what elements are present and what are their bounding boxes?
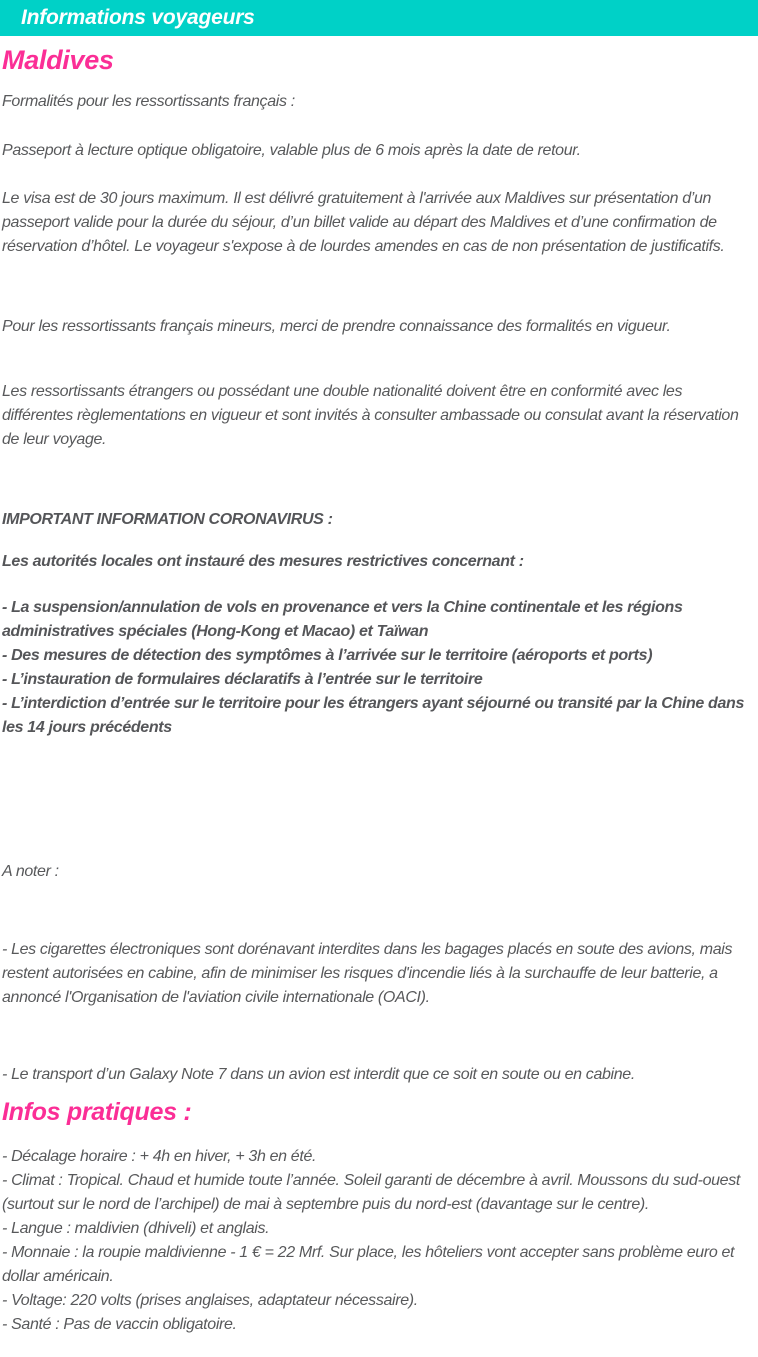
paragraph-mesure-formulaires: - L’instauration de formulaires déclaratifs à l’entrée sur le territoire — [2, 671, 483, 688]
paragraph-mesure-interdiction: - L’interdiction d’entrée sur le territoire pour les étrangers ayant séjourné ou transité par la Chine dans les 14 jours précédents — [2, 695, 744, 736]
paragraph-cigarettes-electroniques: - Les cigarettes électroniques sont dorénavant interdites dans les bagages placés en soute des avions, mais restent autorisées en cabine, afin de minimiser les risques d'incendie liés à la surchauffe de leur batterie, a annoncé l'Organisation de l'aviation civile internationale (OACI). — [2, 941, 733, 1006]
paragraph-monnaie: - Monnaie : la roupie maldivienne - 1 € = 22 Mrf. Sur place, les hôteliers vont accepter sans problème euro et dollar américain. — [2, 1244, 735, 1285]
page-title: Maldives — [2, 45, 114, 75]
paragraph-formalites-intro: Formalités pour les ressortissants français : — [2, 93, 295, 110]
paragraph-mesures-intro: Les autorités locales ont instauré des mesures restrictives concernant : — [2, 553, 524, 570]
paragraph-coronavirus-title: IMPORTANT INFORMATION CORONAVIRUS : — [2, 511, 333, 528]
subsection-title-infos-pratiques: Infos pratiques : — [2, 1098, 192, 1126]
paragraph-climat: - Climat : Tropical. Chaud et humide toute l’année. Soleil garanti de décembre à avril. Moussons du sud-ouest (surtout sur le nord de l’archipel) de mai à septembre puis du nord-est (davantage sur le centre). — [2, 1172, 740, 1213]
traveler-info-content — [0, 44, 758, 1357]
section-header-bar — [0, 0, 758, 36]
paragraph-a-noter: A noter : — [2, 863, 59, 880]
paragraph-passeport: Passeport à lecture optique obligatoire, valable plus de 6 mois après la date de retour. — [2, 142, 581, 159]
paragraph-mesure-detection: - Des mesures de détection des symptômes à l’arrivée sur le territoire (aéroports et ports) — [2, 647, 653, 664]
paragraph-langue: - Langue : maldivien (dhiveli) et anglais. — [2, 1220, 270, 1237]
paragraph-mesure-suspension-vols: - La suspension/annulation de vols en provenance et vers la Chine continentale et les régions administratives spéciales (Hong-Kong et Macao) et Taïwan — [2, 599, 683, 640]
paragraph-sante: - Santé : Pas de vaccin obligatoire. — [2, 1316, 237, 1333]
paragraph-mineurs: Pour les ressortissants français mineurs, merci de prendre connaissance des formalités en vigueur. — [2, 318, 671, 335]
paragraph-decalage-horaire: - Décalage horaire : + 4h en hiver, + 3h en été. — [2, 1148, 317, 1165]
section-header-title: Informations voyageurs — [21, 6, 255, 29]
paragraph-galaxy-note: - Le transport d’un Galaxy Note 7 dans un avion est interdit que ce soit en soute ou en cabine. — [2, 1066, 635, 1083]
paragraph-visa: Le visa est de 30 jours maximum. Il est délivré gratuitement à l'arrivée aux Maldives sur présentation d’un passeport valide pour la durée du séjour, d’un billet valide au départ des Maldives et d’une confirmation de réservation d’hôtel. Le voyageur s'expose à de lourdes amendes en cas de non présentation de justificatifs. — [2, 190, 725, 255]
paragraph-etrangers: Les ressortissants étrangers ou possédant une double nationalité doivent être en conformité avec les différentes règlementations en vigueur et sont invités à consulter ambassade ou consulat avant la réservation de leur voyage. — [2, 383, 739, 448]
paragraph-voltage: - Voltage: 220 volts (prises anglaises, adaptateur nécessaire). — [2, 1292, 418, 1309]
